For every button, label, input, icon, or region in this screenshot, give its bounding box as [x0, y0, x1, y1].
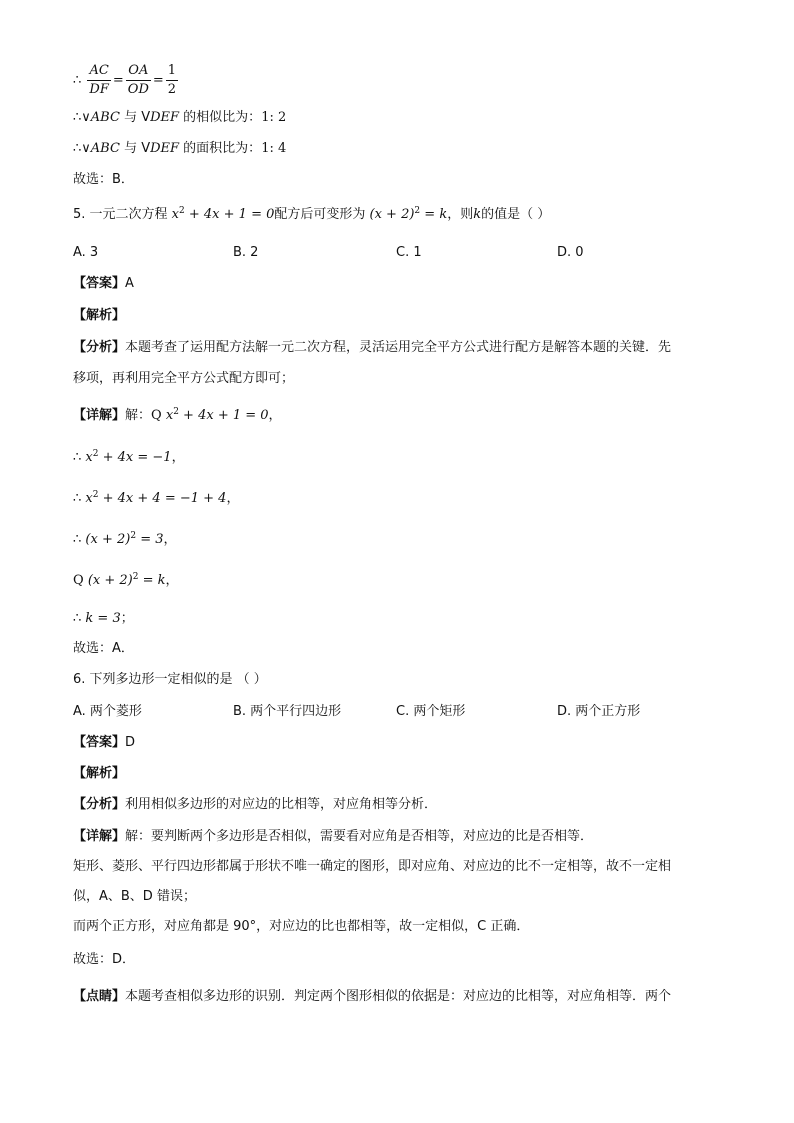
- equation-part: x: [165, 408, 174, 423]
- denominator: DF: [89, 82, 109, 97]
- answer-value: D: [125, 735, 136, 750]
- equals-sign: =: [112, 73, 124, 88]
- q5-option-a: A. 3: [73, 245, 99, 260]
- choose-line: 故选：B．: [73, 172, 134, 187]
- therefore-symbol: ∴: [73, 611, 82, 626]
- q5-fenxi-line1: [73, 339, 671, 357]
- dianjing-tag: 【点睛】: [73, 989, 126, 1004]
- q5-option-b: B. 2: [233, 245, 259, 260]
- exponent: 2: [92, 490, 99, 500]
- triangle-symbol: V: [141, 110, 151, 125]
- variable-k: k: [473, 207, 482, 222]
- fenxi-tag: 【分析】: [73, 797, 126, 812]
- therefore-symbol: ∴: [73, 73, 82, 88]
- numerator: 1: [166, 62, 178, 81]
- equation-part: = k: [420, 207, 448, 222]
- q6-detail-line4: 而两个正方形，对应角都是 90°，对应边的比也都相等，故一定相似，C 正确．: [73, 919, 530, 934]
- exponent: 2: [92, 449, 99, 459]
- q6-detail-line3: 似，A、B、D 错误；: [73, 889, 196, 904]
- triangle-abc: ABC: [90, 141, 120, 156]
- therefore-symbol: ∴: [73, 491, 82, 506]
- equation-part: (x + 2): [87, 573, 133, 588]
- q5-option-c: C. 1: [396, 245, 422, 260]
- q5-detail-line1: [73, 407, 282, 425]
- q5-analysis-tag: [73, 307, 125, 325]
- fraction-oa-od: [126, 62, 151, 99]
- q6-option-c: C. 两个矩形: [396, 704, 466, 719]
- triangle-symbol: ∨: [81, 141, 91, 156]
- detail-text: 解：要判断两个多边形是否相似，需要看对应角是否相等，对应边的比是否相等．: [125, 829, 594, 844]
- connector-text: 与: [119, 141, 142, 156]
- numerator: OA: [126, 62, 151, 81]
- equation-part: x: [85, 450, 93, 465]
- exponent: 2: [130, 531, 137, 541]
- triangle-def: DEF: [150, 141, 180, 156]
- q6-answer: [73, 734, 135, 752]
- therefore-symbol: ∴: [73, 532, 82, 547]
- q6-detail: [73, 828, 593, 846]
- fraction-ac-df: [87, 62, 110, 99]
- exponent: 2: [179, 206, 185, 216]
- q5-step5: [73, 572, 179, 590]
- ratio-text: 的相似比为：: [179, 110, 262, 125]
- equation-part: k = 3: [85, 611, 121, 626]
- q5-fenxi-line2: 移项，再利用完全平方公式配方即可；: [73, 371, 295, 386]
- answer-value: A: [125, 276, 134, 291]
- q6-dianjing: [73, 988, 671, 1006]
- answer-tag: 【答案】: [73, 276, 126, 291]
- q6-option-b: B. 两个平行四边形: [233, 704, 342, 719]
- stem-text: 的值是（ ）: [481, 207, 551, 222]
- equation-part: = k: [138, 573, 166, 588]
- therefore-symbol: ∴: [73, 141, 82, 156]
- denominator: 2: [167, 82, 177, 97]
- fraction-equation: [73, 62, 180, 99]
- question-5-stem: [73, 206, 550, 224]
- ratio-text: 的面积比为：: [179, 141, 262, 156]
- equals-sign: =: [152, 73, 164, 88]
- equation-part: (x + 2): [369, 207, 415, 222]
- q5-answer: [73, 275, 134, 293]
- exponent: 2: [132, 572, 139, 582]
- stem-text: ，则: [447, 207, 474, 222]
- q5-step4: [73, 531, 177, 549]
- area-ratio-line: [73, 140, 286, 158]
- triangle-abc: ABC: [90, 110, 120, 125]
- exponent: 2: [414, 206, 421, 216]
- punctuation: ，: [171, 450, 185, 465]
- analysis-tag: 【解析】: [73, 766, 126, 781]
- q5-choose: 故选：A．: [73, 641, 134, 656]
- equation-part: = 3: [136, 532, 164, 547]
- q6-detail-line2: 矩形、菱形、平行四边形都属于形状不唯一确定的图形，即对应角、对应边的比不一定相等，故不一定相: [73, 859, 672, 874]
- triangle-def: DEF: [150, 110, 180, 125]
- denominator: OD: [127, 82, 149, 97]
- punctuation: ，: [226, 491, 240, 506]
- equation-part: x: [171, 207, 180, 222]
- q5-step6: [73, 610, 134, 628]
- q6-option-d: D. 两个正方形: [557, 704, 641, 719]
- ratio-value: 1: 4: [261, 141, 287, 156]
- punctuation: ，: [268, 408, 282, 423]
- detail-text: 解：: [125, 408, 152, 423]
- q5-step2: [73, 449, 185, 467]
- q6-option-a: A. 两个菱形: [73, 704, 142, 719]
- q6-analysis-tag: [73, 765, 125, 783]
- connector-text: 与: [119, 110, 142, 125]
- because-symbol: Q: [73, 573, 84, 588]
- equation-part: + 4x + 1 = 0: [178, 408, 269, 423]
- equation-part: x: [85, 491, 93, 506]
- equation-part: + 4x = −1: [98, 450, 172, 465]
- because-symbol: Q: [151, 408, 162, 423]
- stem-text: 配方后可变形为: [274, 207, 370, 222]
- q5-option-d: D. 0: [557, 245, 584, 260]
- detail-tag: 【详解】: [73, 829, 126, 844]
- equation-part: + 4x + 4 = −1 + 4: [98, 491, 227, 506]
- ratio-value: 1: 2: [261, 110, 287, 125]
- punctuation: ；: [120, 611, 134, 626]
- q6-choose: 故选：D．: [73, 952, 136, 967]
- equation-part: + 4x + 1 = 0: [184, 207, 275, 222]
- detail-tag: 【详解】: [73, 408, 126, 423]
- punctuation: ，: [165, 573, 179, 588]
- fraction-one-half: [166, 62, 178, 99]
- fenxi-text: 本题考查了运用配方法解一元二次方程，灵活运用完全平方公式进行配方是解答本题的关键．先: [125, 340, 672, 355]
- equation-part: (x + 2): [85, 532, 131, 547]
- punctuation: ，: [163, 532, 177, 547]
- dianjing-text: 本题考查相似多边形的识别．判定两个图形相似的依据是：对应边的比相等，对应角相等．两个: [125, 989, 672, 1004]
- triangle-symbol: ∨: [81, 110, 91, 125]
- numerator: AC: [87, 62, 110, 81]
- analysis-tag: 【解析】: [73, 308, 126, 323]
- q5-step3: [73, 490, 239, 508]
- therefore-symbol: ∴: [73, 110, 82, 125]
- question-number: 5. 一元二次方程: [73, 207, 172, 222]
- answer-tag: 【答案】: [73, 735, 126, 750]
- exponent: 2: [173, 407, 179, 417]
- fenxi-text: 利用相似多边形的对应边的比相等，对应角相等分析．: [125, 797, 438, 812]
- therefore-symbol: ∴: [73, 450, 82, 465]
- q6-fenxi: [73, 796, 437, 814]
- similarity-ratio-line: [73, 109, 286, 127]
- triangle-symbol: V: [141, 141, 151, 156]
- question-6-stem: 6. 下列多边形一定相似的是 （ ）: [73, 672, 267, 687]
- fenxi-tag: 【分析】: [73, 340, 126, 355]
